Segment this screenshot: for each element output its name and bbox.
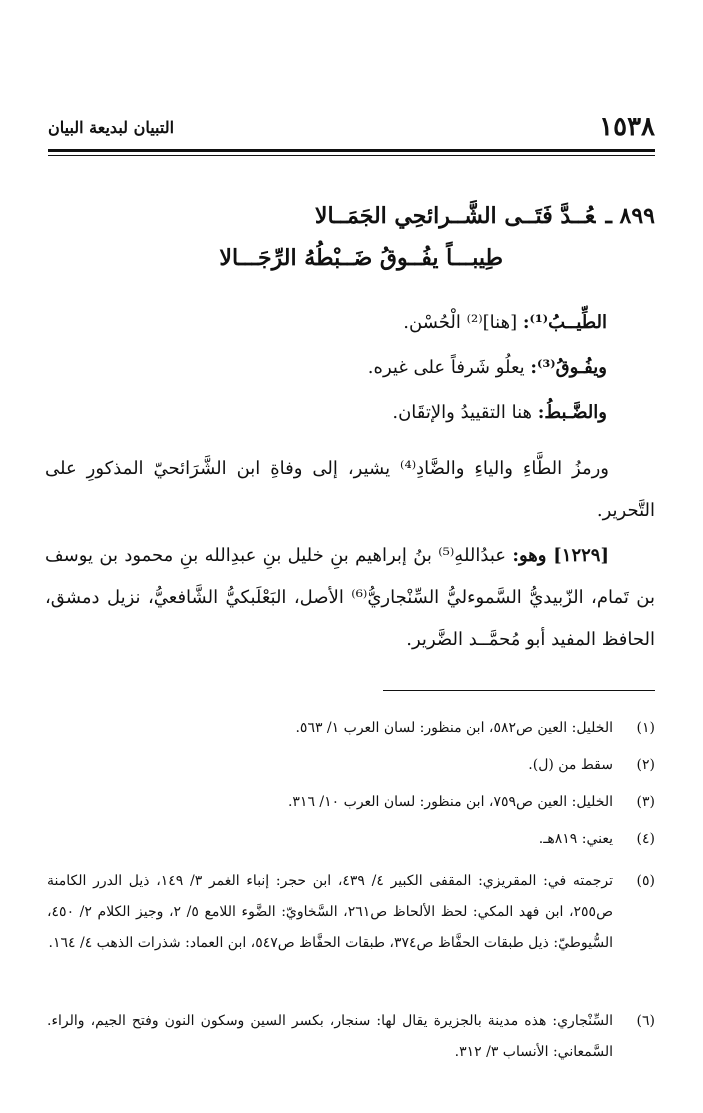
page-header	[48, 112, 655, 148]
footnote	[47, 787, 655, 818]
footnote-number: (٤)	[636, 831, 655, 847]
gloss-line	[47, 402, 607, 423]
footnote-text: يعني: ٨١٩هـ.	[538, 831, 613, 847]
page-number: ١٥٣٨	[599, 112, 655, 142]
gloss-text: [هنا]⁽²⁾ الْحُسْن.	[403, 312, 523, 333]
footnote	[47, 866, 655, 959]
entry-label: [١٢٢٩] وهو:	[512, 545, 609, 566]
footnote-number: (٢)	[636, 757, 655, 773]
footnote-text: السِّنْجاري: هذه مدينة بالجزيرة يقال لها: سنجار، بكسر السين وسكون النون وفتح الجيم، والراء. السَّمعاني: الأنساب ٣/ ٣١٢.	[47, 1013, 613, 1060]
biography-paragraph	[45, 535, 655, 661]
footnote-text: سقط من (ل).	[528, 757, 613, 773]
footnote-separator	[383, 690, 655, 691]
footnote	[47, 750, 655, 781]
footnote	[47, 824, 655, 855]
verse-line-2: طِيبـــاً يفُــوقُ ضَــبْطُهُ الرِّجَـــالا	[219, 245, 503, 271]
running-title: التبيان لبديعة البيان	[48, 118, 175, 137]
gloss-text: يعلُو شَرفاً على غيره.	[367, 357, 531, 378]
verse-hemistich-1: عُــدَّ فَتَــى الشَّــرائحِي الجَمَــالا	[314, 203, 596, 229]
footnote-number: (٣)	[636, 794, 655, 810]
verse-number: ٨٩٩ ـ	[605, 203, 655, 229]
biography-text: عبدُاللهِ⁽⁵⁾ بنُ إبراهيم بنِ خليل بنِ عبدِالله بنِ محمود بن يوسف بن تَمام، الزّبيديُّ السَّموءليُّ السِّنْجاريُّ⁽⁶⁾ الأصل، البَعْلَبكيُّ الشَّافعيُّ، نزيل دمشق، الحافظ المفيد أبو مُحمَّــد الضَّرير.	[45, 545, 656, 650]
gloss-text: هنا التقييدُ والإتقَان.	[392, 402, 538, 423]
gloss-term: ويفُـوقُ⁽³⁾:	[530, 357, 607, 378]
commentary-paragraph: ورمزُ الطَّاءِ والياءِ والضَّادِ⁽⁴⁾ يشير، إلى وفاةِ ابن الشَّرَائحيّ المذكورِ على التَّحرير.	[45, 458, 655, 521]
header-rule-thick	[48, 149, 655, 152]
footnote	[47, 1006, 655, 1068]
footnote-number: (٥)	[636, 873, 655, 889]
gloss-term: والضَّـبطُ:	[537, 402, 607, 423]
footnote	[47, 713, 655, 744]
footnote-number: (٦)	[636, 1013, 655, 1029]
footnote-number: (١)	[636, 720, 655, 736]
verse-line-1	[135, 203, 655, 229]
gloss-term: الطِّيــبُ⁽¹⁾:	[522, 312, 607, 333]
footnote-text: الخليل: العين ص٧٥٩، ابن منظور: لسان العرب ١٠/ ٣١٦.	[287, 794, 613, 810]
gloss-line	[47, 312, 607, 333]
footnote-text: الخليل: العين ص٥٨٢، ابن منظور: لسان العرب ١/ ٥٦٣.	[295, 720, 613, 736]
footnote-text: ترجمته في: المقريزي: المقفى الكبير ٤/ ٤٣٩، ابن حجر: إنباء الغمر ٣/ ١٤٩، ذيل الدرر الكامنة ص٢٥٥، ابن فهد المكي: لحظ الألحاظ ص٢٦١، السَّخاويّ: الضَّوء اللامع ٥/ ٢، وجيز الكلام ٢/ ٤٥٠، السُّيوطيّ: ذيل طبقات الحفَّاظ ص٣٧٤، طبقات الحفَّاظ ص٥٤٧، ابن العماد: شذرات الذهب ٤/ ١٦٤.	[47, 873, 614, 951]
gloss-line	[47, 357, 607, 378]
header-rule-thin	[48, 155, 655, 156]
